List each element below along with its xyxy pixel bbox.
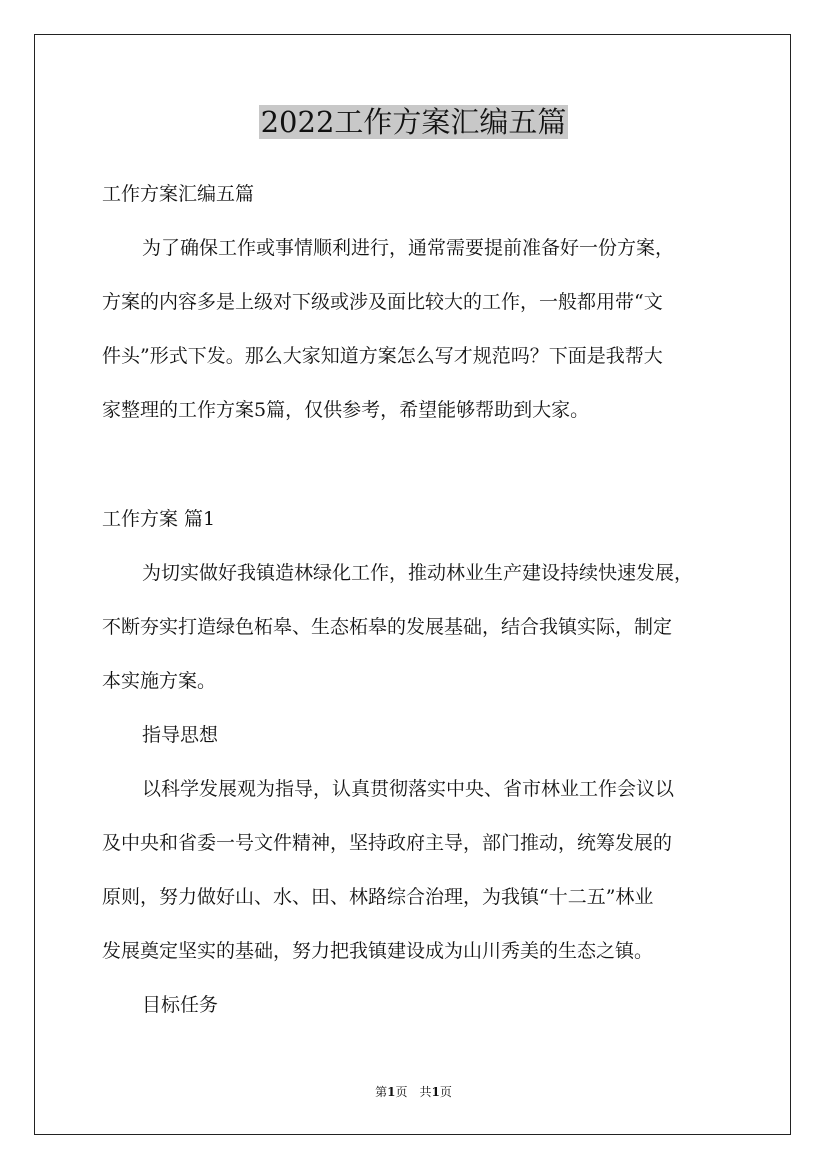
paragraph-line: 以科学发展观为指导，认真贯彻落实中央、省市林业工作会议以 [142, 778, 675, 800]
footer-prefix: 第 [375, 1085, 388, 1099]
paragraph-line: 不断夯实打造绿色柘皋、生态柘皋的发展基础，结合我镇实际，制定 [102, 616, 673, 638]
document-title-text: 2022工作方案汇编五篇 [260, 105, 567, 139]
subheading: 目标任务 [142, 994, 219, 1016]
paragraph-line: 为了确保工作或事情顺利进行，通常需要提前准备好一份方案， [142, 237, 675, 259]
footer-suffix: 页 [439, 1085, 452, 1099]
paragraph-line: 发展奠定坚实的基础，努力把我镇建设成为山川秀美的生态之镇。 [102, 940, 654, 962]
paragraph-line: 为切实做好我镇造林绿化工作，推动林业生产建设持续快速发展， [142, 562, 694, 584]
paragraph-line: 本实施方案。 [102, 670, 217, 692]
section-heading: 工作方案汇编五篇 [102, 183, 255, 205]
page-footer [0, 1084, 827, 1100]
paragraph-line: 及中央和省委一号文件精神，坚持政府主导，部门推动，统筹发展的 [102, 832, 673, 854]
document-title [0, 100, 827, 144]
footer-page-number: 1 [387, 1085, 396, 1099]
paragraph-line: 件头”形式下发。那么大家知道方案怎么写才规范吗？下面是我帮大 [102, 345, 663, 367]
paragraph-line: 家整理的工作方案5篇，仅供参考，希望能够帮助到大家。 [102, 399, 590, 421]
paragraph-line: 原则，努力做好山、水、田、林路综合治理，为我镇“十二五”林业 [102, 886, 654, 908]
section-heading: 工作方案 篇1 [102, 508, 216, 530]
subheading: 指导思想 [142, 724, 219, 746]
footer-middle: 页 共 [395, 1085, 432, 1099]
footer-total-pages: 1 [431, 1085, 440, 1099]
paragraph-line: 方案的内容多是上级对下级或涉及面比较大的工作，一般都用带“文 [102, 291, 663, 313]
